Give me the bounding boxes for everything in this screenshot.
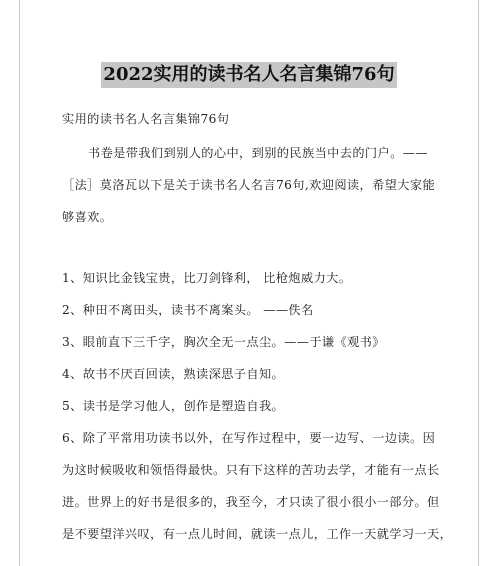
intro-line: ［法］莫洛瓦以下是关于读书名人名言76句,欢迎阅读，希望大家能 [62, 178, 436, 192]
intro-line: 够喜欢。 [62, 210, 113, 224]
spacer [62, 230, 440, 262]
spacer [62, 132, 440, 140]
quote-item: 3、眼前直下三千字，胸次全无一点尘。——于谦《观书》 [62, 335, 385, 349]
quote-item: 2、种田不离田头，读书不离案头。 ——佚名 [62, 303, 314, 317]
document-body [62, 106, 453, 550]
document-subtitle: 实用的读书名人名言集锦76句 [62, 112, 230, 126]
title-wrap [20, 62, 478, 88]
quote-item: 1、知识比金钱宝贵，比刀剑锋利， 比枪炮威力大。 [62, 271, 352, 285]
quote-item-6-line: 进。世界上的好书是很多的，我至今，才只读了很小很小一部分。但 [62, 495, 440, 509]
quote-item-6-line: 为这时候吸收和领悟得最快。只有下这样的苦功去学，才能有一点长 [62, 463, 440, 477]
quote-item-6-line: 是不要望洋兴叹，有一点儿时间，就读一点儿，工作一天就学习一天， [62, 527, 453, 541]
quote-item: 4、故书不厌百回读，熟读深思子自知。 [62, 367, 285, 381]
document-page [19, 0, 479, 566]
quote-item: 5、读书是学习他人，创作是塑造自我。 [62, 399, 285, 413]
quote-item-6-line: 6、除了平常用功读书以外，在写作过程中，要一边写、一边读。因 [62, 431, 436, 445]
document-title: 2022实用的读书名人名言集锦76句 [101, 62, 396, 88]
intro-line: 书卷是带我们到别人的心中，到别的民族当中去的门户。—— [88, 146, 428, 160]
